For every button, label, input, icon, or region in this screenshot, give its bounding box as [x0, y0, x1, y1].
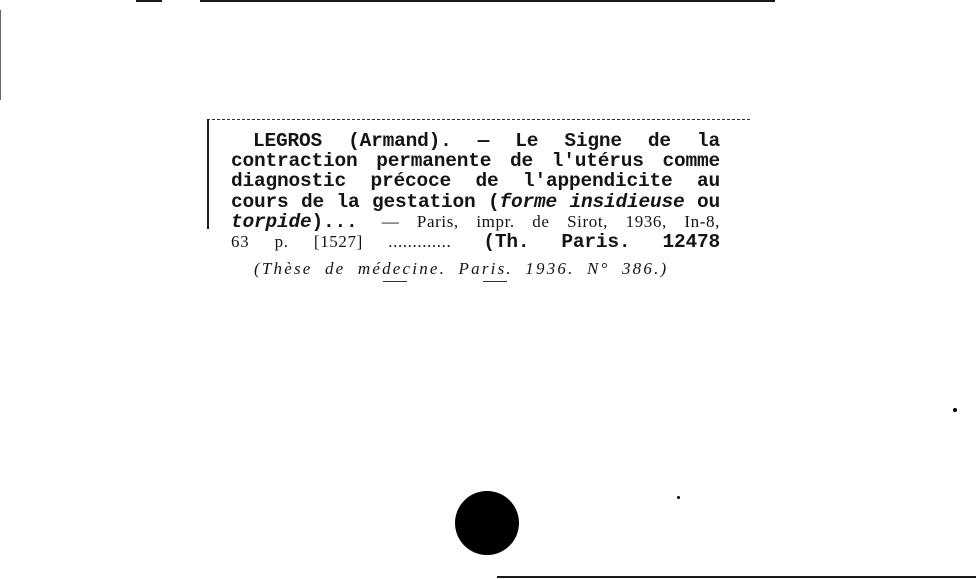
note-underline-1 — [383, 281, 407, 282]
catalogue-entry — [231, 131, 720, 252]
scan-speck-small — [677, 496, 680, 499]
line4-text: cours de la gestation ( — [231, 190, 500, 213]
card-frame-top — [207, 119, 750, 121]
scan-speck — [953, 408, 957, 412]
shelfmark: (Th. Paris. 12478 — [483, 231, 720, 254]
card-frame-left — [207, 119, 210, 229]
entry-dash: — — [477, 130, 490, 152]
punch-hole — [455, 491, 519, 555]
scan-edge-top-left — [136, 0, 162, 2]
entry-line-4 — [231, 192, 720, 212]
entry-line-6 — [231, 232, 720, 252]
collation: 63 p. [1527] ............. — [231, 232, 452, 252]
note-underline-2 — [483, 281, 507, 282]
author-forename: (Armand). — [348, 130, 452, 152]
entry-line-3: diagnostic précoce de l'appendicite au — [231, 170, 720, 193]
scan-edge-top — [200, 0, 775, 2]
entry-line-1 — [231, 131, 720, 151]
title-start: Le Signe de la — [515, 130, 720, 152]
line4-italic: forme insidieuse — [499, 190, 685, 213]
line5-italic: torpide — [231, 210, 312, 233]
scan-edge-left — [0, 10, 1, 100]
line5-end: )... — [311, 210, 358, 233]
entry-line-5 — [231, 212, 720, 232]
author-surname: LEGROS — [253, 130, 323, 152]
imprint: — Paris, impr. de Sirot, 1936, In-8, — [381, 211, 720, 231]
entry-line-2: contraction permanente de l'utérus comme — [231, 150, 720, 173]
thesis-note: (Thèse de médecine. Paris. 1936. N° 386.) — [254, 259, 669, 278]
scan-edge-bottom — [497, 576, 976, 578]
line4-end: ou — [684, 190, 720, 213]
